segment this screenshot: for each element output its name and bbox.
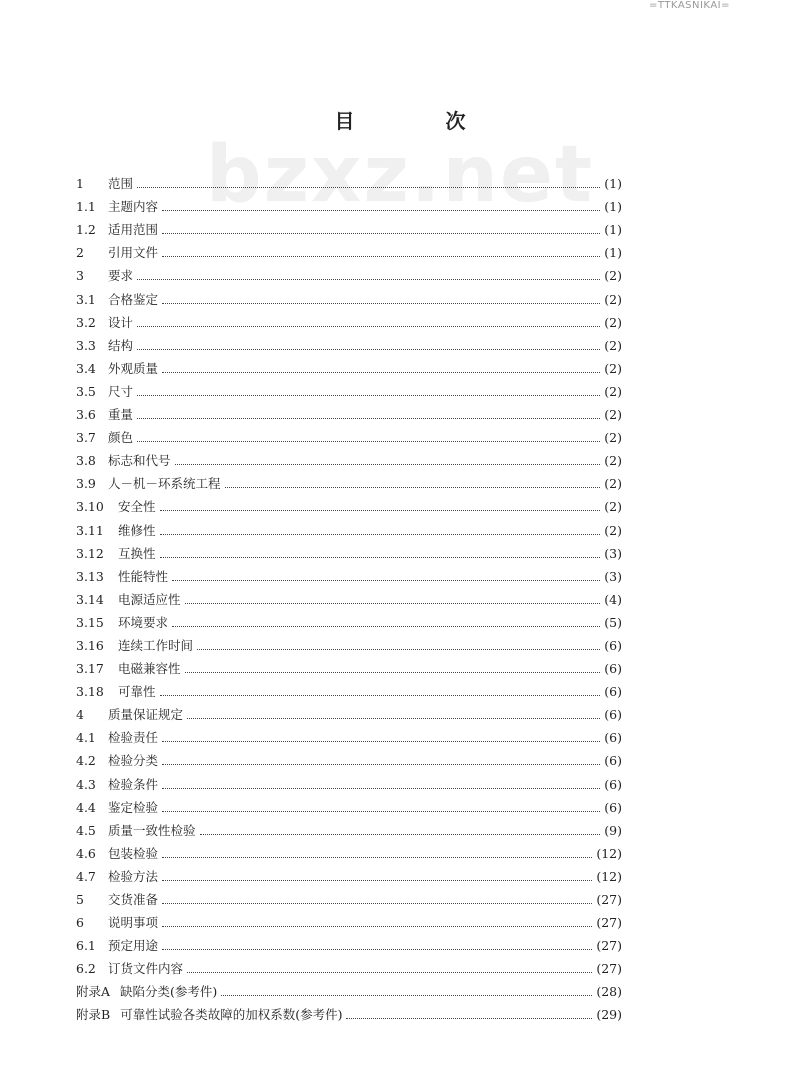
toc-entry[interactable] <box>76 330 622 353</box>
toc-entry[interactable] <box>76 976 622 999</box>
dot-leader <box>225 487 601 488</box>
toc-entry-page: (12) <box>596 845 622 861</box>
toc-entry[interactable] <box>76 491 622 514</box>
toc-entry-label: 连续工作时间 <box>118 637 194 653</box>
toc-entry-label: 说明事项 <box>108 915 159 931</box>
toc-entry-page: (1) <box>604 222 622 238</box>
toc-entry-number: 6.2 <box>76 961 96 977</box>
toc-entry-label: 引用文件 <box>108 245 159 261</box>
dot-leader <box>137 418 600 419</box>
toc-entry-label: 外观质量 <box>108 360 159 376</box>
toc-entry-page: (6) <box>604 776 622 792</box>
toc-entry[interactable] <box>76 630 622 653</box>
toc-entry[interactable] <box>76 561 622 584</box>
toc-entry[interactable] <box>76 768 622 791</box>
toc-entry-label: 合格鉴定 <box>108 291 159 307</box>
toc-entry-page: (6) <box>604 707 622 723</box>
toc-entry-number: 附录A <box>76 984 111 1000</box>
toc-entry[interactable] <box>76 399 622 422</box>
dot-leader <box>162 372 600 373</box>
dot-leader <box>187 718 600 719</box>
dot-leader <box>137 441 600 442</box>
toc-entry-number: 3.16 <box>76 637 104 653</box>
toc-entry-number: 3.17 <box>76 661 104 677</box>
dot-leader <box>160 695 601 696</box>
toc-entry-page: (1) <box>604 199 622 215</box>
toc-entry-number: 3.5 <box>76 383 96 399</box>
toc-entry-label: 结构 <box>108 337 134 353</box>
toc-entry-number: 3.11 <box>76 522 104 538</box>
toc-entry[interactable] <box>76 861 622 884</box>
page-title: 目 次 <box>334 109 508 133</box>
toc-entry-page: (2) <box>604 314 622 330</box>
toc-entry-number: 1.1 <box>76 199 96 215</box>
toc-entry-number: 3.12 <box>76 545 104 561</box>
toc-entry-page: (2) <box>604 499 622 515</box>
toc-entry-number: 3.14 <box>76 591 104 607</box>
dot-leader <box>185 603 601 604</box>
toc-entry[interactable] <box>76 260 622 283</box>
toc-entry-label: 电源适应性 <box>118 591 181 607</box>
toc-entry-page: (6) <box>604 661 622 677</box>
dot-leader <box>172 626 600 627</box>
toc-entry-number: 4.3 <box>76 776 96 792</box>
toc-entry-label: 维修性 <box>118 522 156 538</box>
toc-entry-label: 质量保证规定 <box>108 707 184 723</box>
toc-entry-page: (3) <box>604 568 622 584</box>
toc-entry-label: 可靠性 <box>118 684 156 700</box>
toc-entry-label: 检验分类 <box>108 753 159 769</box>
toc-entry[interactable] <box>76 653 622 676</box>
toc-entry-page: (4) <box>604 591 622 607</box>
toc-entry-number: 3.18 <box>76 684 104 700</box>
toc-entry[interactable] <box>76 999 622 1022</box>
toc-entry-label: 检验条件 <box>108 776 159 792</box>
toc-entry[interactable] <box>76 607 622 630</box>
toc-entry-number: 1.2 <box>76 222 96 238</box>
dot-leader <box>162 256 600 257</box>
toc-entry-page: (6) <box>604 799 622 815</box>
toc-entry[interactable] <box>76 283 622 306</box>
toc-entry-label: 主题内容 <box>108 199 159 215</box>
toc-entry-page: (5) <box>604 614 622 630</box>
toc-entry-number: 3.6 <box>76 407 96 423</box>
toc-entry-label: 订货文件内容 <box>108 961 184 977</box>
toc-entry[interactable] <box>76 214 622 237</box>
toc-entry-label: 检验责任 <box>108 730 159 746</box>
toc-entry[interactable] <box>76 676 622 699</box>
toc-entry-number: 3.4 <box>76 360 96 376</box>
toc-entry-label: 标志和代号 <box>108 453 171 469</box>
dot-leader <box>162 303 600 304</box>
dot-leader <box>160 534 601 535</box>
toc-entry[interactable] <box>76 353 622 376</box>
toc-entry[interactable] <box>76 468 622 491</box>
toc-entry-number: 3.8 <box>76 453 96 469</box>
toc-entry-label: 预定用途 <box>108 938 159 954</box>
toc-entry[interactable] <box>76 168 622 191</box>
dot-leader <box>185 672 601 673</box>
dot-leader <box>197 649 600 650</box>
toc-entry-number: 2 <box>76 245 84 261</box>
toc-entry-label: 重量 <box>108 407 134 423</box>
toc-entry-label: 质量一致性检验 <box>108 822 196 838</box>
toc-entry-page: (27) <box>596 892 622 907</box>
dot-leader <box>137 326 600 327</box>
toc-entry[interactable] <box>76 584 622 607</box>
dot-leader <box>137 279 600 280</box>
toc-entry-page: (6) <box>604 730 622 746</box>
toc-entry-number: 3.1 <box>76 291 96 307</box>
toc-entry-page: (2) <box>604 476 622 492</box>
toc-entry[interactable] <box>76 722 622 745</box>
toc-entry[interactable] <box>76 699 622 722</box>
watermark: bzxz.net <box>205 130 595 220</box>
toc-entry-label: 鉴定检验 <box>108 799 159 815</box>
toc-entry-page: (2) <box>604 522 622 538</box>
toc-entry-number: 附录B <box>76 1007 111 1023</box>
dot-leader <box>137 395 600 396</box>
toc-entry-page: (2) <box>604 430 622 446</box>
dot-leader <box>346 1018 592 1019</box>
toc-entry-number: 3.2 <box>76 314 96 330</box>
dot-leader <box>137 187 600 188</box>
dot-leader <box>162 857 592 858</box>
toc-entry-page: (29) <box>596 1007 622 1023</box>
toc-entry[interactable] <box>76 538 622 561</box>
dot-leader <box>162 233 600 234</box>
toc-entry-label: 检验方法 <box>108 868 159 884</box>
toc-entry[interactable] <box>76 884 622 907</box>
dot-leader <box>162 811 600 812</box>
toc-entry[interactable] <box>76 792 622 815</box>
toc-entry-number: 6 <box>76 915 84 931</box>
dot-leader <box>162 210 600 211</box>
dot-leader <box>162 788 600 789</box>
toc-entry-page: (2) <box>604 383 622 399</box>
toc-entry-label: 包装检验 <box>108 845 159 861</box>
dot-leader <box>200 834 601 835</box>
toc-entry-page: (27) <box>596 961 622 977</box>
table-of-contents <box>76 168 622 1022</box>
toc-entry[interactable] <box>76 445 622 468</box>
dot-leader <box>187 972 592 973</box>
toc-entry-number: 4.6 <box>76 845 96 861</box>
dot-leader <box>221 995 592 996</box>
toc-entry-page: (9) <box>604 822 622 838</box>
dot-leader <box>162 880 592 881</box>
toc-entry-page: (3) <box>604 545 622 561</box>
toc-entry-page: (28) <box>596 984 622 1000</box>
toc-entry-label: 适用范围 <box>108 222 159 238</box>
toc-entry-number: 3.15 <box>76 614 104 630</box>
toc-entry-label: 设计 <box>108 314 134 330</box>
toc-entry-label: 尺寸 <box>108 383 134 399</box>
toc-entry-label: 缺陷分类(参考件) <box>120 984 218 1000</box>
toc-entry-page: (2) <box>604 268 622 284</box>
toc-entry[interactable] <box>76 514 622 537</box>
toc-entry-number: 4 <box>76 707 84 723</box>
toc-entry[interactable] <box>76 930 622 953</box>
toc-entry[interactable] <box>76 376 622 399</box>
toc-entry-number: 3.10 <box>76 499 104 515</box>
toc-entry-number: 3.13 <box>76 568 104 584</box>
toc-entry[interactable] <box>76 307 622 330</box>
toc-entry-number: 4.7 <box>76 868 96 884</box>
toc-entry[interactable] <box>76 422 622 445</box>
toc-entry-number: 5 <box>76 892 84 907</box>
toc-entry-number: 3.3 <box>76 337 96 353</box>
toc-entry-number: 4.4 <box>76 799 96 815</box>
toc-entry-label: 电磁兼容性 <box>118 661 181 677</box>
toc-entry-page: (2) <box>604 337 622 353</box>
toc-entry-label: 环境要求 <box>118 614 169 630</box>
toc-entry[interactable] <box>76 838 622 861</box>
toc-entry-label: 可靠性试验各类故障的加权系数(参考件) <box>120 1007 343 1023</box>
toc-entry[interactable] <box>76 907 622 930</box>
dot-leader <box>162 926 592 927</box>
toc-entry-label: 颜色 <box>108 430 134 446</box>
header-mark: =TTKASNIKAI= <box>649 0 730 11</box>
dot-leader <box>162 741 600 742</box>
dot-leader <box>137 349 600 350</box>
toc-entry-page: (6) <box>604 753 622 769</box>
dot-leader <box>162 903 592 904</box>
toc-entry-number: 6.1 <box>76 938 96 954</box>
toc-entry-number: 1 <box>76 176 84 192</box>
toc-entry-page: (6) <box>604 684 622 700</box>
toc-entry[interactable] <box>76 953 622 976</box>
toc-entry-page: (1) <box>604 176 622 192</box>
dot-leader <box>175 464 601 465</box>
toc-entry[interactable] <box>76 745 622 768</box>
toc-entry-page: (2) <box>604 453 622 469</box>
toc-entry-label: 要求 <box>108 268 134 284</box>
toc-entry-label: 性能特性 <box>118 568 169 584</box>
dot-leader <box>162 764 600 765</box>
toc-entry[interactable] <box>76 815 622 838</box>
toc-entry-label: 交货准备 <box>108 892 159 907</box>
toc-entry-page: (12) <box>596 868 622 884</box>
toc-entry-page: (27) <box>596 938 622 954</box>
toc-entry-page: (2) <box>604 291 622 307</box>
toc-entry[interactable] <box>76 237 622 260</box>
toc-entry-page: (2) <box>604 360 622 376</box>
dot-leader <box>162 949 592 950</box>
toc-entry-number: 3.9 <box>76 476 96 492</box>
dot-leader <box>160 557 601 558</box>
toc-entry-label: 互换性 <box>118 545 156 561</box>
toc-entry-number: 4.5 <box>76 822 96 838</box>
dot-leader <box>172 580 600 581</box>
toc-entry-number: 3 <box>76 268 84 284</box>
toc-entry[interactable] <box>76 191 622 214</box>
toc-entry-page: (27) <box>596 915 622 931</box>
dot-leader <box>160 510 601 511</box>
toc-entry-label: 安全性 <box>118 499 156 515</box>
toc-entry-page: (2) <box>604 407 622 423</box>
toc-entry-page: (1) <box>604 245 622 261</box>
toc-entry-number: 3.7 <box>76 430 96 446</box>
toc-entry-label: 人－机－环系统工程 <box>108 476 221 492</box>
toc-entry-page: (6) <box>604 637 622 653</box>
toc-entry-number: 4.1 <box>76 730 96 746</box>
toc-entry-number: 4.2 <box>76 753 96 769</box>
toc-entry-label: 范围 <box>108 176 134 192</box>
